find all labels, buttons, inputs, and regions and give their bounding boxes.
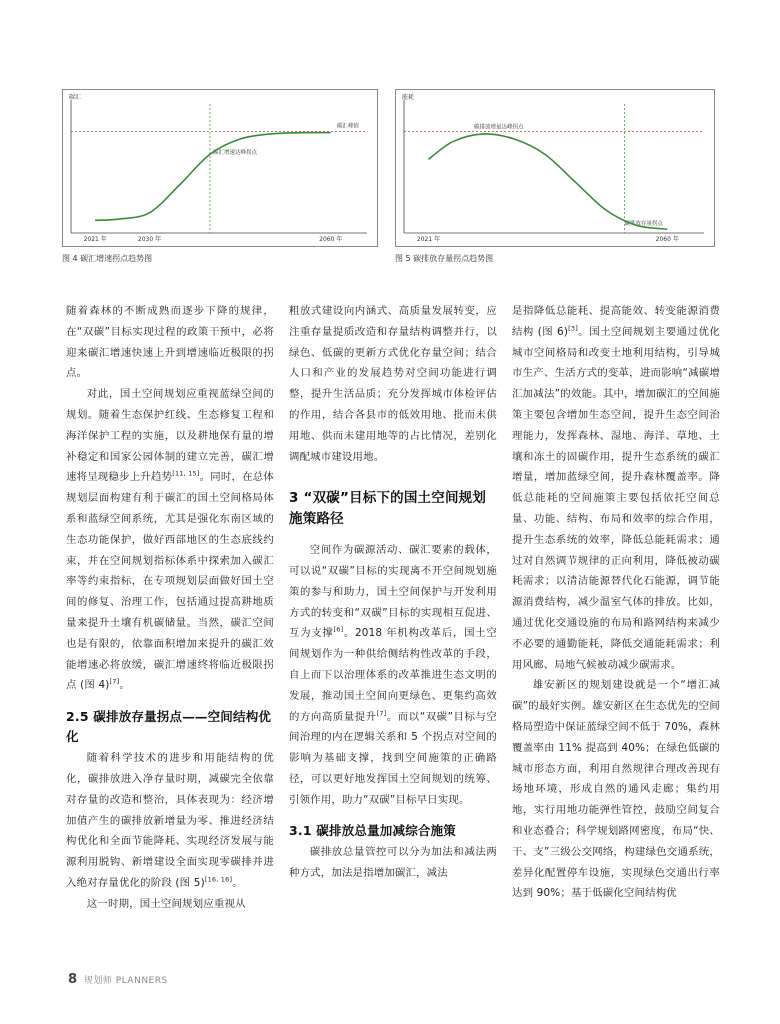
citation: [6]: [333, 625, 344, 634]
paragraph: 雄安新区的规划建设就是一个“增汇减碳”的最好实例。雄安新区在生态优先的空间格局塑造中保证蓝绿空间不低于 70%，森林覆盖率由 11% 提高到 40%；在绿色低碳的城市形态方面，利用自然规律合理改善现有场地环境，形成自然的通风走廊；集约用地，实行用地功能弹性管控，鼓励空间复合和业态叠合；科学规划路网密度，布局“快、干、支”三级公交网络，构建绿色交通系统，差异化配置停车设施，实现绿色交通出行率达到 90%；基于低碳化空间结构优: [512, 679, 720, 900]
figure-4: [62, 89, 380, 279]
figure-5-chart: [396, 90, 716, 248]
figure-4-frame: [62, 89, 378, 247]
text-column-2: [289, 301, 497, 883]
paragraph: 粗放式建设向内涵式、高质量发展转变，应注重存量提质改造和存量结构调整并行，以绿色、低碳的更新方式优化存量空间；结合人口和产业的发展趋势对空间功能进行调整，提升生活品质；充分发挥城市体检评估的作用，结合各县市的低效用地、批而未供用地、供而未建用地等的占比情况，差别化调配城市建设用地。: [289, 305, 497, 463]
y-axis-label: 能耗: [402, 94, 415, 101]
figure-4-caption: 图 4 碳汇增速拐点趋势图: [62, 254, 153, 263]
paragraph: 随着科学技术的进步和用能结构的优化，碳排放进入净存量时期，减碳完全依靠对存量的改造和整治，具体表现为：经济增加值产生的碳排放新增量为零、推进经济结构优化和全面节能降耗、实现经济发展与能源利用脱钩、新增建设全面实现零碳排并进入绝对存量优化的阶段 (图 5)[16, 16]。: [66, 752, 274, 889]
reference-label: 碳排放增量达峰拐点: [474, 124, 524, 131]
y-axis-label: 碳汇: [69, 94, 82, 101]
x-tick-label: 2021 年: [83, 236, 107, 243]
section-heading: 2.5 碳排放存量拐点——空间结构优化: [66, 708, 272, 745]
figure-5-frame: [395, 89, 715, 247]
citation: [11, 15]: [172, 469, 200, 478]
series-line: [95, 133, 331, 221]
text-column-1: [66, 301, 274, 915]
figure-4-chart: [63, 90, 379, 248]
subsection-heading: 3.1 碳排放总量加减综合施策: [289, 822, 456, 838]
reference-label: 碳排放存量拐点: [624, 221, 663, 227]
reference-label: 碳汇峰值: [336, 123, 359, 130]
magazine-name: 规划师 PLANNERS: [83, 976, 168, 986]
x-tick-label: 2060 年: [319, 236, 343, 243]
series-line: [428, 134, 667, 229]
page-footer: [68, 972, 168, 987]
paragraph: 随着森林的不断成熟而逐步下降的规律，在“双碳”目标实现过程的政策干预中，必将迎来碳汇增速快速上升到增速临近极限的拐点。: [66, 305, 274, 380]
x-tick-label: 2030 年: [137, 236, 162, 243]
paragraph: 对此，国土空间规划应重视蓝绿空间的规划。随着生态保护红线、生态修复工程和海洋保护工程的实施，以及耕地保有量的增补稳定和国家公园体制的建立完善，碳汇增速将呈现稳步上升趋势[11, 15]。同时，在总体规划层面构建有利于碳汇的国土空间格局体系和蓝绿空间系统，尤其是强化东南区域的生态功能保护，做好西部地区的生态底线约束，并在空间规划指标体系中探索加入碳汇率等约束指标，在专项规划层面做好国土空间的修复、治理工作，包括通过提高耕地质量来提升土壤有机碳储量。当然，碳汇空间也是有限的，依靠面积增加来提升的碳汇效能增速必将放缓，碳汇增速终将临近极限拐点 (图 4)[7]。: [66, 388, 275, 692]
section-heading: 3 “双碳”目标下的国土空间规划施策路径: [289, 490, 487, 527]
citation: [7]: [376, 709, 387, 718]
citation: [7]: [109, 677, 120, 686]
paragraph: 这一时期，国土空间规划应重视从: [86, 897, 246, 910]
citation: [16, 16]: [204, 875, 233, 884]
paragraph: 空间作为碳源活动、碳汇要素的载体，可以说“双碳”目标的实现离不开空间规划施策的参与和助力，国土空间保护与开发利用方式的转变和“双碳”目标的实现相互促进、互为支撑[6]。2018 年机构改革后，国土空间规划作为一种供给侧结构性改革的手段，自上而下以治理体系的改革推进生态文明的发展，推动国土空间向更绿色、更集约高效的方向高质量提升[7]。而以“双碳”目标与空间治理的内在逻辑关系和 5 个拐点对空间的影响为基础支撑，找到空间施策的正确路径，可以更好地发挥国土空间规划的统筹、引领作用，助力“双碳”目标早日实现。: [289, 544, 497, 806]
text-column-3: [512, 301, 720, 904]
figure-5-caption: 图 5 碳排放存量拐点趋势图: [395, 254, 494, 263]
paragraph: 是指降低总能耗、提高能效、转变能源消费结构 (图 6)[3]。国土空间规划主要通过优化城市空间格局和改变土地利用结构，引导城市生产、生活方式的变革，进而影响“减碳增汇加减法”的效能。其中，增加碳汇的空间施策主要包含增加生态空间，提升生态空间治理能力，发挥森林、湿地、海洋、草地、土壤和冻土的固碳作用，提升生态系统的碳汇增量，增加蓝绿空间，提升森林覆盖率。降低总能耗的空间施策主要包括依托空间总量、功能、结构、布局和效率的综合作用，提升生态系统的效率，降低总能耗需求；通过对自然调节规律的正向利用，降低被动碳耗需求；以清洁能源替代化石能源，调节能源消费结构，减少温室气体的排放。比如，通过优化交通设施的布局和路网结构来减少不必要的通勤能耗，降低交通能耗需求；利用风廊、局地气候被动减少碳需求。: [512, 305, 720, 671]
x-tick-label: 2021 年: [416, 236, 441, 243]
x-tick-label: 2060 年: [655, 236, 679, 243]
page-number: 8: [68, 972, 78, 987]
citation: [3]: [568, 324, 578, 333]
reference-label: 碳汇增速达峰拐点: [212, 149, 257, 156]
figure-5: [395, 89, 717, 279]
paragraph: 碳排放总量管控可以分为加法和减法两种方式，加法是指增加碳汇，减法: [289, 845, 497, 879]
